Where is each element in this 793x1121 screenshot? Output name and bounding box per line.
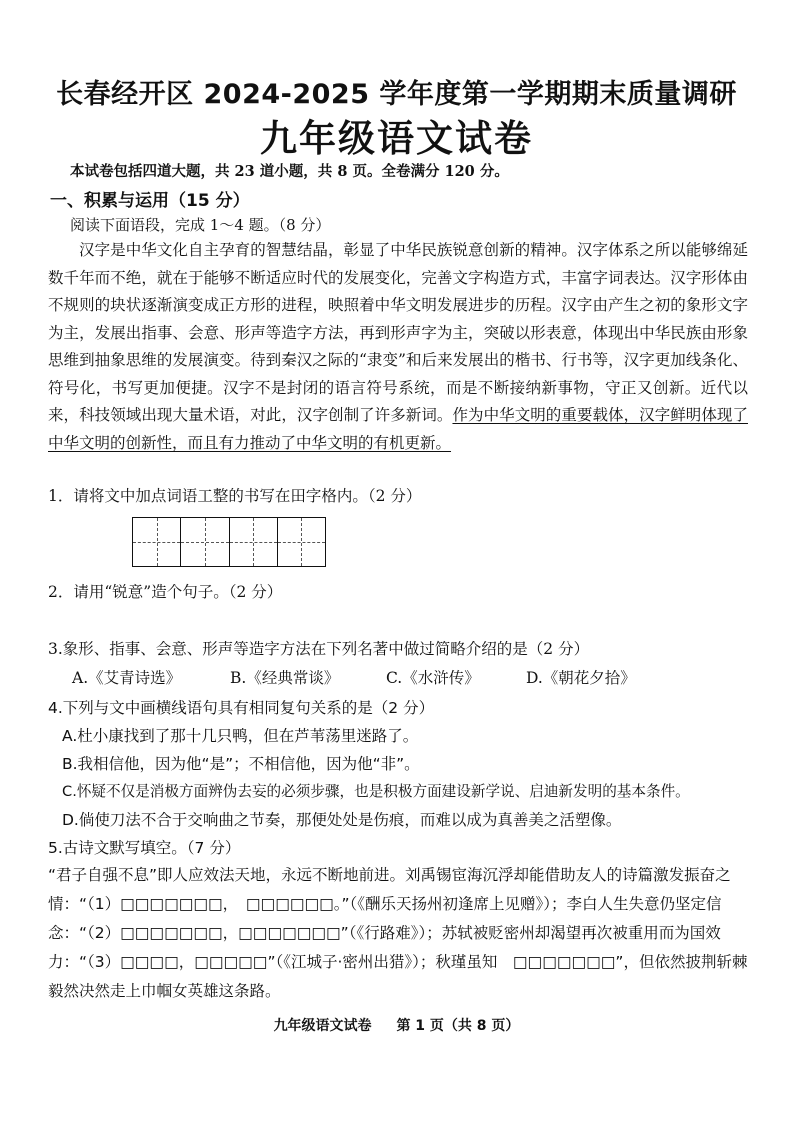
option-a[interactable]: A.《艾青诗选》 [72,669,182,687]
option-d[interactable]: D.《朝花夕拾》 [526,669,636,687]
grid-cell[interactable] [230,518,278,566]
option-b[interactable]: B.我相信他，因为他“是”；不相信他，因为他“非”。 [62,755,420,773]
question-2: 2．请用“锐意”造个句子。（2 分） [48,583,283,601]
reading-passage [48,237,748,457]
question-3-options [72,666,712,688]
exam-title-line1: 长春经开区 2024-2025 学年度第一学期期末质量调研 [56,79,737,110]
footer-exam-name: 九年级语文试卷 [273,1018,372,1034]
question-3: 3.象形、指事、会意、形声等造字方法在下列名著中做过简略介绍的是（2 分） [48,640,590,658]
passage-underlined-sentence: 作为中华文明的重要载体，汉字鲜明体现了中华文明的创新性，而且有力推动了中华文明的有机更新。 [48,406,748,452]
passage-main-text: 汉字是中华文化自主孕育的智慧结晶，彰显了中华民族锐意创新的精神。汉字体系之所以能够绵延数千年而不绝，就在于能够不断适应时代的发展变化，完善文字构造方式，丰富字词表达。汉字形体由不规则的块状逐渐演变成正方形的进程，映照着中华文明发展进步的历程。汉字由产生之初的象形文字为主，发展出指事、会意、形声等造字方法，再到形声字为主，突破以形表意，体现出中华民族由形象思维到抽象思维的发展演变。待到秦汉之际的“隶变”和后来发展出的楷书、行书等，汉字更加线条化、符号化，书写更加便捷。汉字不是封闭的语言符号系统，而是不断接纳新事物，守正又创新。近代以来，科技领域出现大量术语，对此，汉字创制了许多新词。 [48,241,748,424]
grid-cell[interactable] [133,518,181,566]
tianzige-grid[interactable] [132,517,326,567]
question-5-body: “君子自强不息”即人应效法天地，永远不断地前进。刘禹锡宦海沉浮却能借助友人的诗篇激发振奋之情：“（1）□□□□□□□， □□□□□□。”（《酬乐天扬州初逢席上见赠》）；李白人生失意仍坚定信念：“（2）□□□□□□□，□□□□□□□”（《行路难》）；苏轼被贬密州却渴望再次被重用而为国效力：“（3）□□□□，□□□□□”（《江城子·密州出猎》）；秋瑾虽知 □□□□□□□”，但依然披荆斩棘毅然决然走上巾帼女英雄这条路。 [48,866,748,1000]
option-d[interactable]: D.倘使刀法不合于交响曲之节奏，那便处处是伤痕，而难以成为真善美之活塑像。 [62,811,622,829]
question-4: 4.下列与文中画横线语句具有相同复句关系的是（2 分） [48,699,435,717]
option-c[interactable]: C.怀疑不仅是消极方面辨伪去妄的必须步骤，也是积极方面建设新学说、启迪新发明的基本条件。 [62,783,690,800]
option-c[interactable]: C.《水浒传》 [386,669,480,687]
section-heading: 一、积累与运用（15 分） [50,191,250,211]
question-5: 5.古诗文默写填空。（7 分） [48,839,241,857]
footer-page-info: 第 1 页（共 8 页） [396,1018,520,1034]
reading-instruction: 阅读下面语段，完成 1～4 题。（8 分） [70,216,331,234]
option-a[interactable]: A.杜小康找到了那十几只鸭，但在芦苇荡里迷路了。 [62,727,419,745]
grid-cell[interactable] [278,518,325,566]
exam-intro: 本试卷包括四道大题，共 23 道小题，共 8 页。全卷满分 120 分。 [70,163,509,180]
option-b[interactable]: B.《经典常谈》 [230,669,340,687]
page-footer [0,1015,793,1035]
grid-cell[interactable] [181,518,229,566]
exam-title-line2: 九年级语文试卷 [260,116,533,160]
question-1: 1．请将文中加点词语工整的书写在田字格内。（2 分） [48,487,422,505]
